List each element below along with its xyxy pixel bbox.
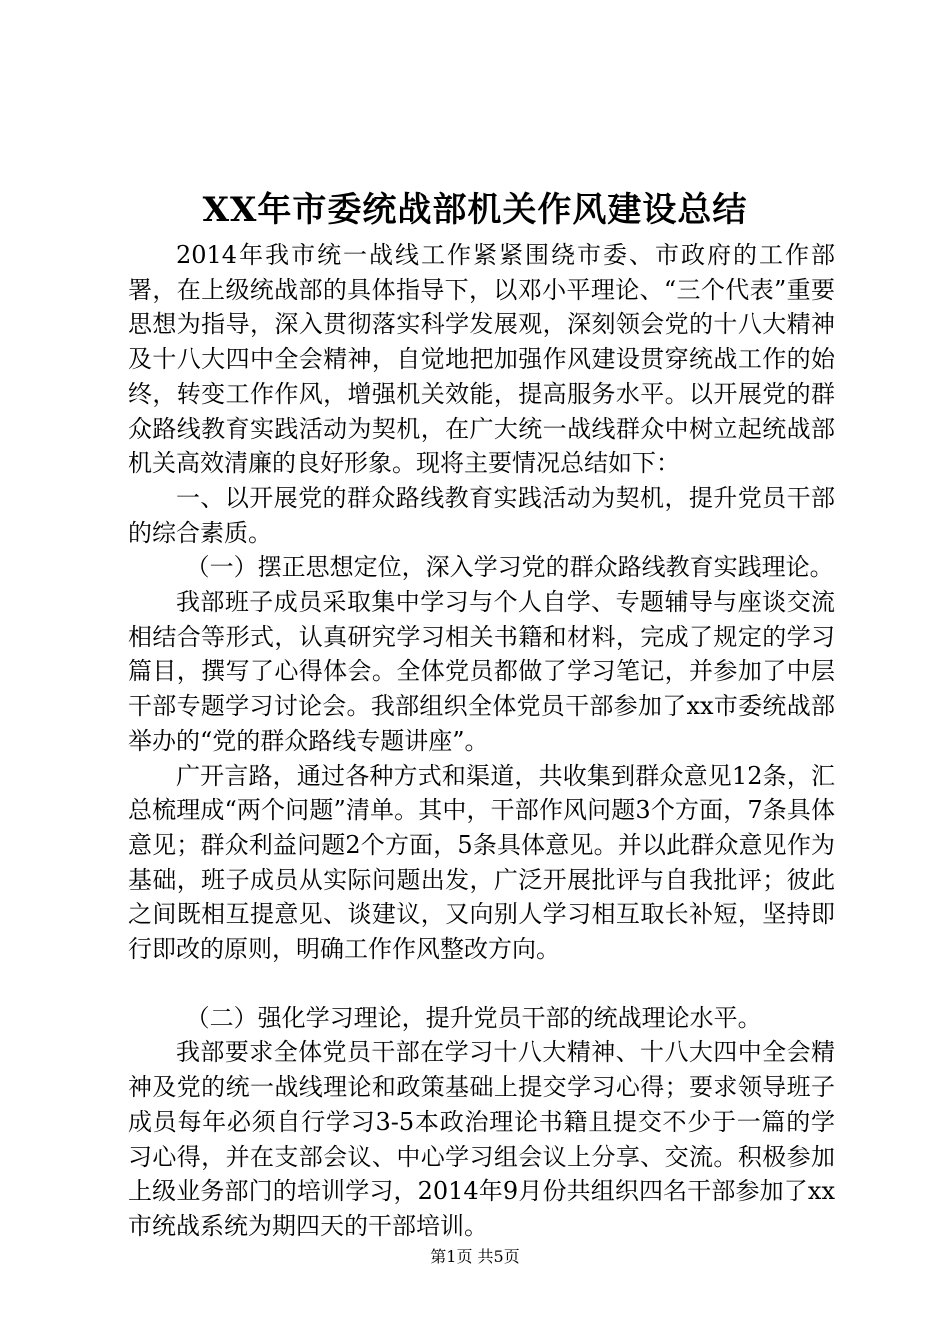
body-paragraph: 我部要求全体党员干部在学习十八大精神、十八大四中全会精神及党的统一战线理论和政策基础上提交学习心得；要求领导班子成员每年必须自行学习3-5本政治理论书籍且提交不少于一篇的学习心得，并在支部会议、中心学习组会议上分享、交流。积极参加上级业务部门的培训学习，2014年9月份共组织四名干部参加了xx市统战系统为期四天的干部培训。 [128,1038,835,1240]
intro-paragraph: 2014年我市统一战线工作紧紧围绕市委、市政府的工作部署，在上级统战部的具体指导下，以邓小平理论、“三个代表”重要思想为指导，深入贯彻落实科学发展观，深刻领会党的十八大精神及十八大四中全会精神，自觉地把加强作风建设贯穿统战工作的始终，转变工作作风，增强机关效能，提高服务水平。以开展党的群众路线教育实践活动为契机，在广大统一战线群众中树立起统战部机关高效清廉的良好形象。现将主要情况总结如下： [128,241,835,478]
document-title: XX年市委统战部机关作风建设总结 [202,190,748,230]
document-body [128,238,835,1244]
body-paragraph: 我部班子成员采取集中学习与个人自学、专题辅导与座谈交流相结合等形式，认真研究学习相关书籍和材料，完成了规定的学习篇目，撰写了心得体会。全体党员都做了学习笔记，并参加了中层干部专题学习讨论会。我部组织全体党员干部参加了xx市委统战部举办的“党的群众路线专题讲座”。 [128,588,835,755]
subsection-heading-2: （二）强化学习理论，提升党员干部的统战理论水平。 [185,1003,762,1032]
section-heading-1: 一、以开展党的群众路线教育实践活动为契机，提升党员干部的综合素质。 [128,483,835,547]
paragraph-gap [128,967,835,1001]
page-footer: 第1页 共5页 [430,1247,520,1266]
subsection-heading-1: （一）摆正思想定位，深入学习党的群众路线教育实践理论。 [185,553,834,582]
body-paragraph: 广开言路，通过各种方式和渠道，共收集到群众意见12条，汇总梳理成“两个问题”清单。其中，干部作风问题3个方面，7条具体意见；群众利益问题2个方面，5条具体意见。并以此群众意见作为基础，班子成员从实际问题出发，广泛开展批评与自我批评；彼此之间既相互提意见、谈建议，又向别人学习相互取长补短，坚持即行即改的原则，明确工作作风整改方向。 [128,761,835,964]
